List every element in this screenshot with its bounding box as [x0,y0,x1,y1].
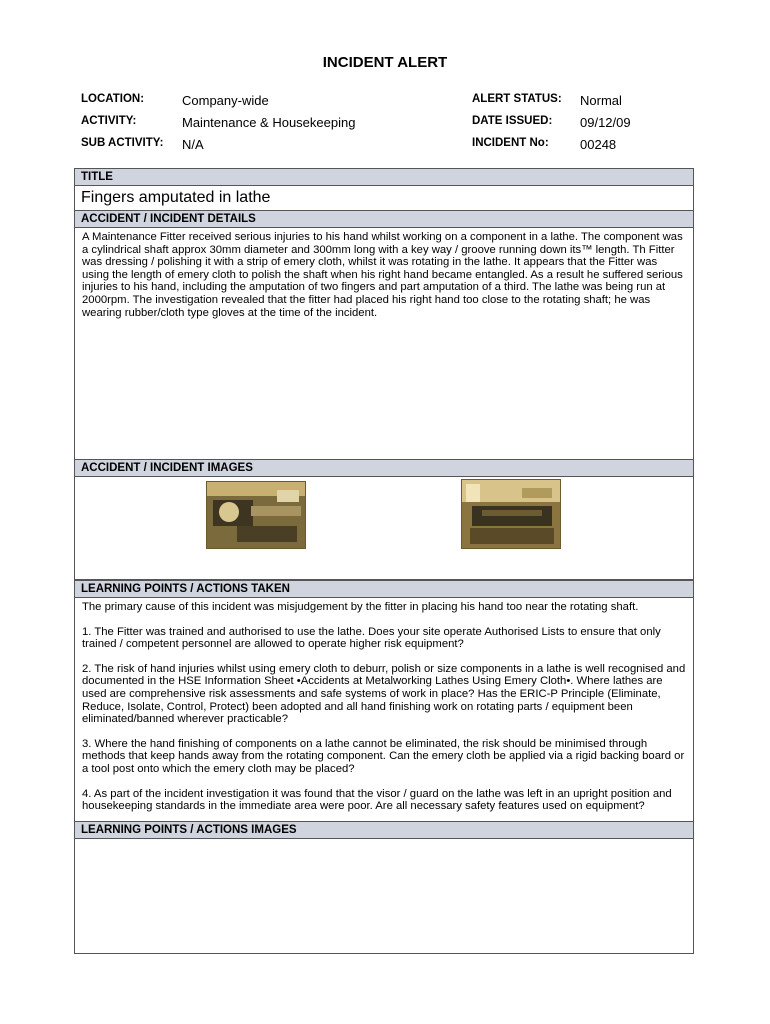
learning-section-header: LEARNING POINTS / ACTIONS TAKEN [75,581,693,598]
date-issued-value: 09/12/09 [580,115,631,130]
sub-activity-label: SUB ACTIVITY: [81,137,164,149]
learning-paragraph: 4. As part of the incident investigation it was found that the visor / guard on the lathe was left in an upright position and housekeeping standards in the immediate area were poor. Are all necessary safety features used on equipment? [82,787,672,813]
alert-status-label: ALERT STATUS: [472,93,562,105]
alert-title: INCIDENT ALERT [322,54,448,71]
lathe-image-1 [206,481,306,549]
details-section-header: ACCIDENT / INCIDENT DETAILS [75,210,693,228]
location-label: LOCATION: [81,93,145,105]
details-text: A Maintenance Fitter received serious injuries to his hand whilst working on a component in a lathe. The component was a cylindrical shaft approx 30mm diameter and 300mm long with a key way / groove running down its™ length. Th Fitter was dressing / polishing it with a strip of emery cloth, whilst it was rotating in the lathe. It appears that the Fitter was using the length of emery cloth to polish the shaft when his right hand became entangled. As a result he suffered serious injuries to his hand, including the amputation of two fingers and part amputation of a third. The lathe was being run at 2000rpm. The investigation revealed that the fitter had placed his right hand too close to the rotating shaft; he was wearing rubber/cloth type gloves at the time of the incident. [82,231,683,319]
learning-paragraph: 1. The Fitter was trained and authorised to use the lathe. Does your site operate Authorised Lists to ensure that only trained / competent personnel are allowed to operate higher risk equipment? [82,625,661,651]
learning-paragraph: The primary cause of this incident was misjudgement by the fitter in placing his hand too near the rotating shaft. [82,601,639,613]
location-value: Company-wide [182,93,269,108]
learning-text [75,598,693,821]
incident-main-box [74,168,694,580]
incident-no-value: 00248 [580,137,617,152]
images-section-header: ACCIDENT / INCIDENT IMAGES [75,459,693,477]
learning-paragraph: 2. The risk of hand injuries whilst using emery cloth to deburr, polish or size components in a lathe is well recognised and documented in the HSE Information Sheet •Accidents at Metalworking Lathes Using Emery Cloth•. Where lathes are used are comprehensive risk assessments and safe systems of work in place? Has the ERIC-P Principle (Eliminate, Reduce, Isolate, Control, Protect) been adopted and all hand finishing work on rotating parts / equipment been eliminated/banned wherever practicable? [82,662,686,726]
learning-box [74,580,694,954]
incident-title: Fingers amputated in lathe [81,189,271,206]
lathe-image-2 [461,479,561,549]
title-section-header: TITLE [75,169,693,186]
date-issued-label: DATE ISSUED: [472,115,553,127]
incident-no-label: INCIDENT No: [472,137,549,149]
sub-activity-value: N/A [182,137,204,152]
activity-value: Maintenance & Housekeeping [182,115,356,130]
alert-status-value: Normal [580,93,622,108]
learning-images-section-header: LEARNING POINTS / ACTIONS IMAGES [75,821,693,839]
activity-label: ACTIVITY: [81,115,137,127]
learning-paragraph: 3. Where the hand finishing of components on a lathe cannot be eliminated, the risk should be minimised through methods that keep hands away from the rotating component. Can the emery cloth be applied via a rigid backing board or a tool post onto which the emery cloth may be placed? [82,737,685,775]
